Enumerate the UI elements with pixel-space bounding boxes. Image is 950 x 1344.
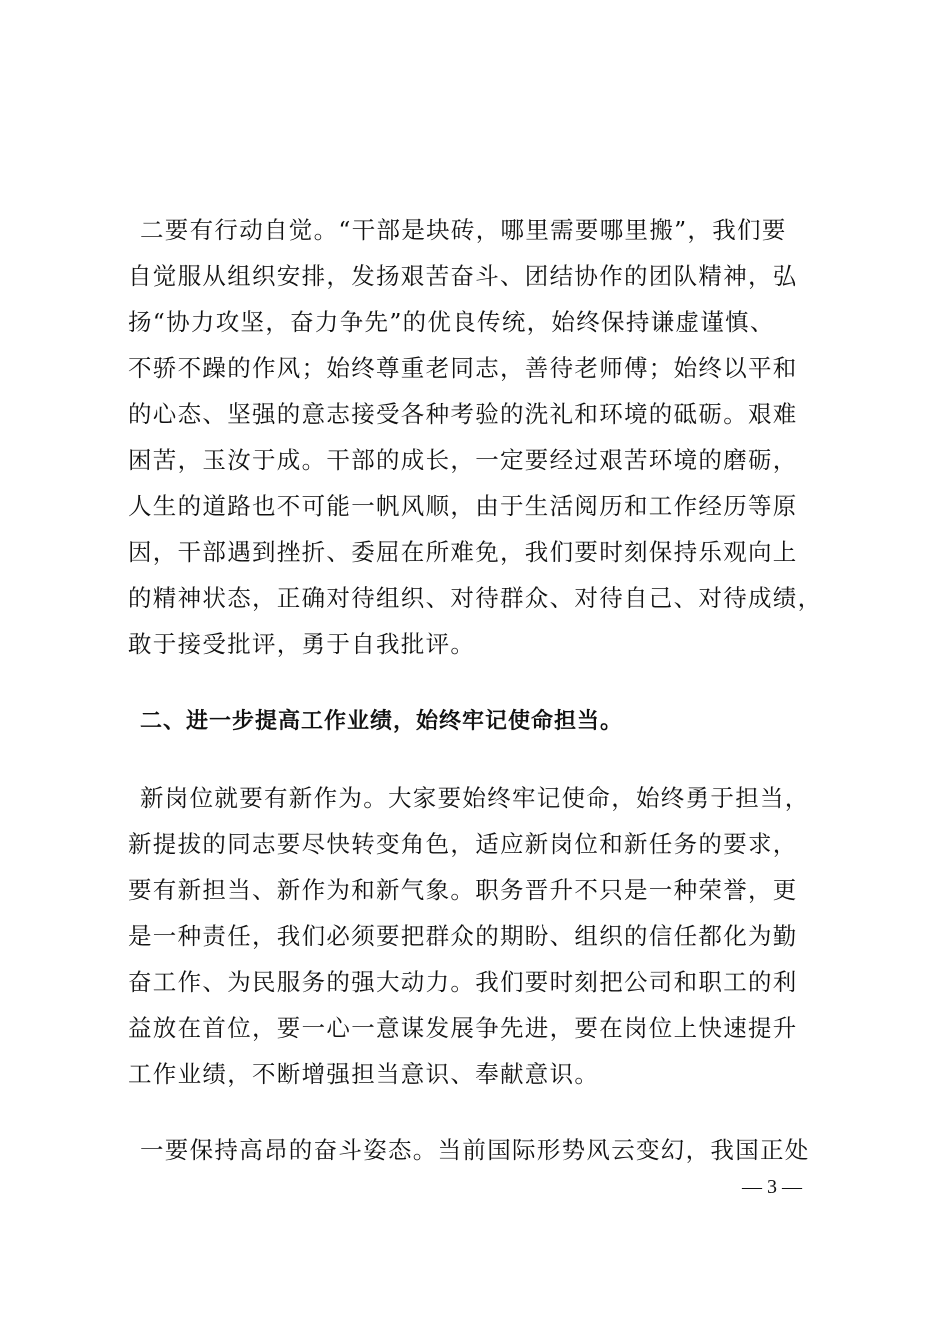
paragraph-line: 奋工作、为民服务的强大动力。我们要时刻把公司和职工的利	[128, 968, 798, 996]
paragraph-line: 是一种责任，我们必须要把群众的期盼、组织的信任都化为勤	[128, 922, 798, 950]
section-heading: 二、进一步提高工作业绩，始终牢记使命担当。	[140, 709, 624, 734]
paragraph-struggle-attitude	[128, 1127, 840, 1173]
paragraph-line: 二要有行动自觉。“干部是块砖，哪里需要哪里搬”，我们要	[140, 216, 787, 244]
paragraph-line: 困苦，玉汝于成。干部的成长，一定要经过艰苦环境的磨砺，	[128, 446, 798, 474]
paragraph-line: 的心态、坚强的意志接受各种考验的洗礼和环境的砥砺。艰难	[128, 400, 798, 428]
paragraph-line: 工作业绩，不断增强担当意识、奉献意识。	[128, 1060, 600, 1088]
paragraph-line: 扬“协力攻坚，奋力争先”的优良传统，始终保持谦虚谨慎、	[128, 308, 775, 336]
paragraph-line: 的精神状态，正确对待组织、对待群众、对待自己、对待成绩，	[128, 584, 823, 612]
paragraph-line: 益放在首位，要一心一意谋发展争先进，要在岗位上快速提升	[128, 1014, 798, 1042]
paragraph-new-position	[128, 775, 840, 1097]
page-number: — 3 —	[742, 1176, 802, 1198]
paragraph-line: 不骄不躁的作风；始终尊重老同志，善待老师傅；始终以平和	[128, 354, 798, 382]
paragraph-line: 新岗位就要有新作为。大家要始终牢记使命，始终勇于担当，	[140, 784, 810, 812]
paragraph-line: 因，干部遇到挫折、委屈在所难免，我们要时刻保持乐观向上	[128, 538, 798, 566]
paragraph-line: 新提拔的同志要尽快转变角色，适应新岗位和新任务的要求，	[128, 830, 798, 858]
paragraph-action-awareness	[128, 207, 840, 667]
paragraph-line: 敢于接受批评，勇于自我批评。	[128, 630, 476, 658]
paragraph-line: 一要保持高昂的奋斗姿态。当前国际形势风云变幻，我国正处	[140, 1136, 810, 1164]
paragraph-line: 要有新担当、新作为和新气象。职务晋升不只是一种荣誉，更	[128, 876, 798, 904]
paragraph-line: 自觉服从组织安排，发扬艰苦奋斗、团结协作的团队精神，弘	[128, 262, 798, 290]
paragraph-line: 人生的道路也不可能一帆风顺，由于生活阅历和工作经历等原	[128, 492, 798, 520]
